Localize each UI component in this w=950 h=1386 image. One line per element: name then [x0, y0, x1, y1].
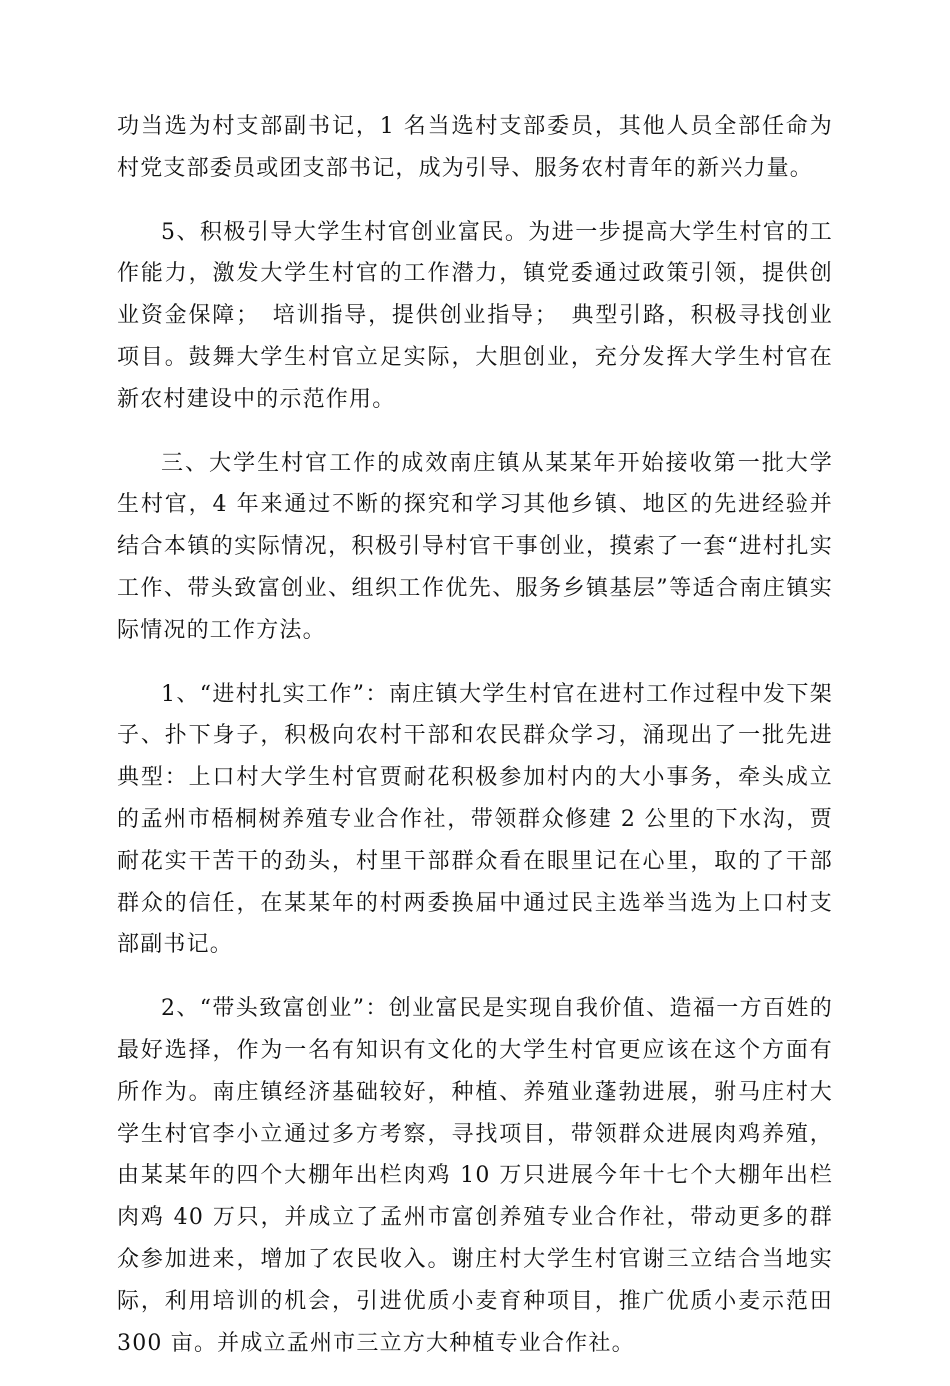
- paragraph-item-5-entrepreneurship: 5、积极引导大学生村官创业富民。为进一步提高大学生村官的工作能力，激发大学生村官的工作潜力，镇党委通过政策引领，提供创业资金保障； 培训指导，提供创业指导； 典型引路，积极寻找创业项目。鼓舞大学生村官立足实际，大胆创业，充分发挥大学生村官在新农村建设中的示范作用。: [117, 219, 833, 412]
- paragraph-item-1-village-work: 1、“进村扎实工作”：南庄镇大学生村官在进村工作过程中发下架子、扑下身子，积极向农村干部和农民群众学习，涌现出了一批先进典型：上口村大学生村官贾耐花积极参加村内的大小事务，牵头成立的孟州市梧桐树养殖专业合作社，带领群众修建 2 公里的下水沟，贾耐花实干苦干的劲头，村里干部群众看在眼里记在心里，取的了干部群众的信任，在某某年的村两委换届中通过民主选举当选为上口村支部副书记。: [117, 681, 833, 958]
- paragraph-item-2-lead-prosperity: 2、“带头致富创业”：创业富民是实现自我价值、造福一方百姓的最好选择，作为一名有知识有文化的大学生村官更应该在这个方面有所作为。南庄镇经济基础较好，种植、养殖业蓬勃进展，驸马庄村大学生村官李小立通过多方考察，寻找项目，带领群众进展肉鸡养殖，由某某年的四个大棚年出栏肉鸡 10 万只进展今年十七个大棚年出栏肉鸡 40 万只，并成立了孟州市富创养殖专业合作社，带动更多的群众参加进来，增加了农民收入。谢庄村大学生村官谢三立结合当地实际，利用培训的机会，引进优质小麦育种项目，推广优质小麦示范田 300 亩。并成立孟州市三立方大种植专业合作社。: [117, 996, 833, 1356]
- paragraph-continuation: 功当选为村支部副书记，1 名当选村支部委员，其他人员全部任命为村党支部委员或团支部书记，成为引导、服务农村青年的新兴力量。: [117, 114, 833, 181]
- document-body: [117, 106, 833, 1386]
- paragraph-section-3-results: 三、大学生村官工作的成效南庄镇从某某年开始接收第一批大学生村官，4 年来通过不断的探究和学习其他乡镇、地区的先进经验并结合本镇的实际情况，积极引导村官干事创业，摸索了一套“进村扎实工作、带头致富创业、组织工作优先、服务乡镇基层”等适合南庄镇实际情况的工作方法。: [117, 450, 833, 643]
